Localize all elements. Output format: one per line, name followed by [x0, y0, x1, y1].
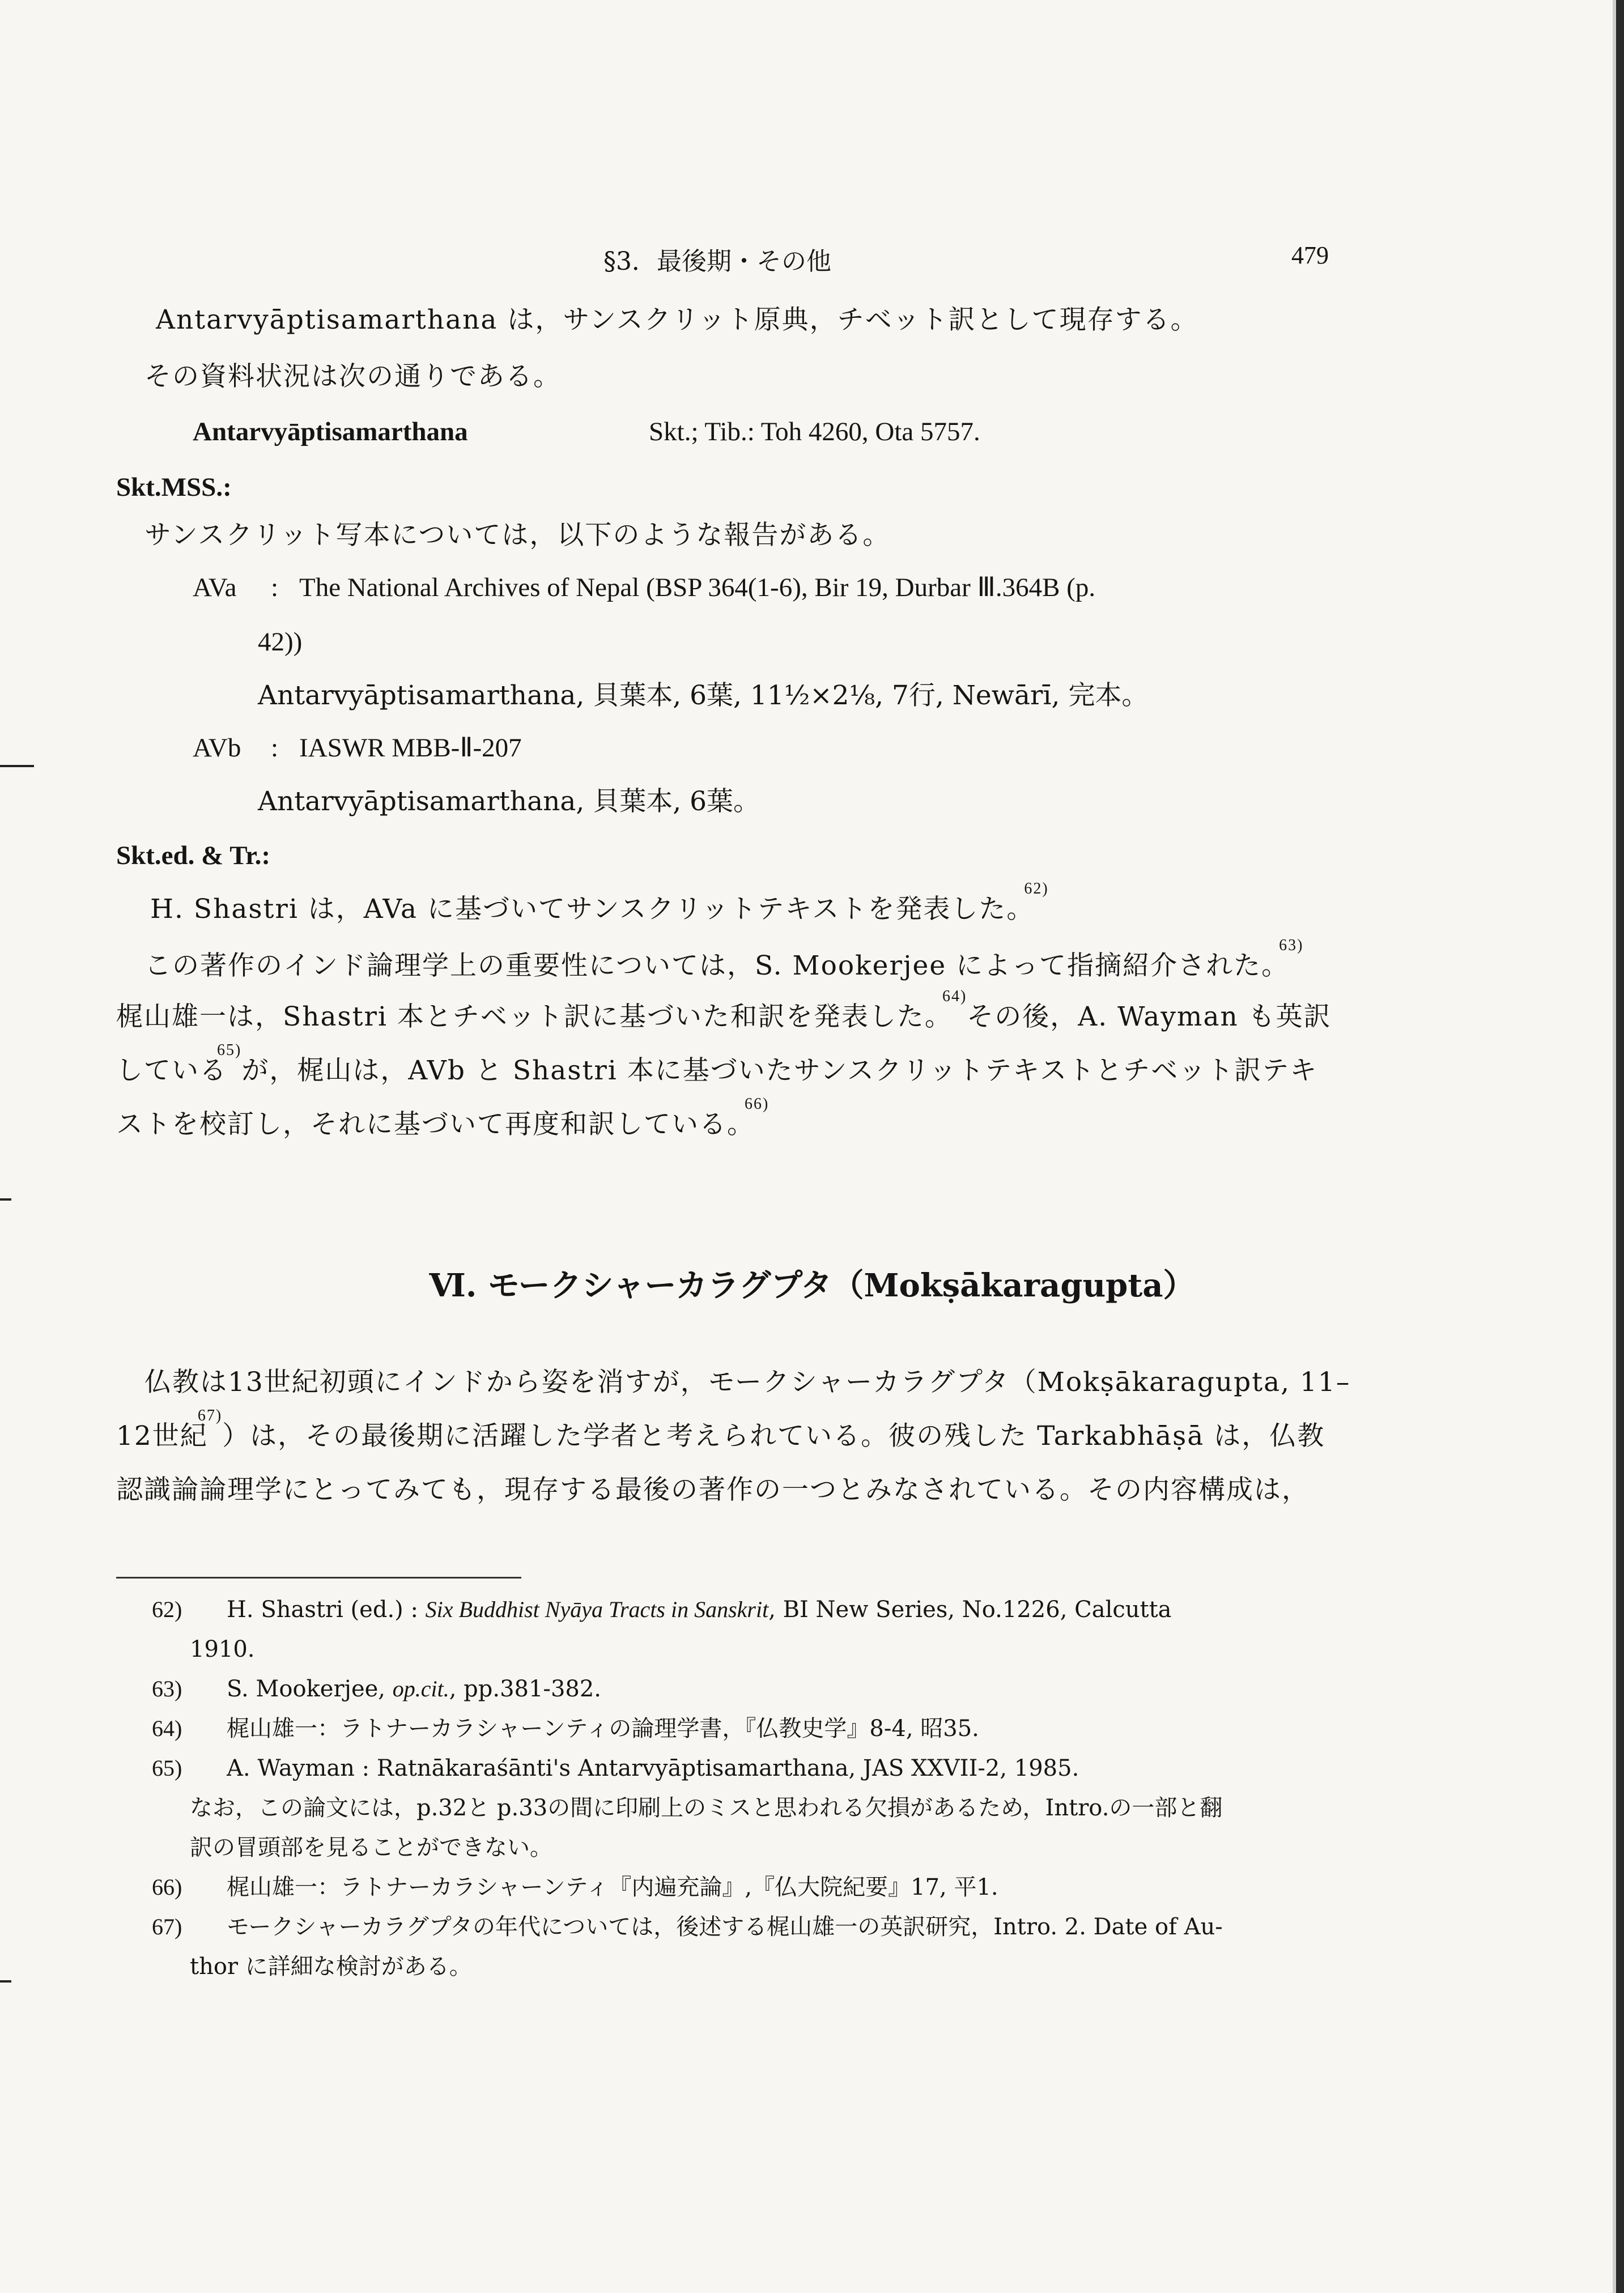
manuscript-source-cont: 42))	[258, 627, 303, 657]
binding-mark	[0, 765, 34, 767]
footnote-ref: 63)	[1279, 937, 1304, 954]
paragraph-line: その資料状況は次の通りである。	[144, 361, 561, 392]
manuscript-source: The National Archives of Nepal (BSP 364(1-6), Bir 19, Durbar Ⅲ.364B (p.	[299, 573, 1096, 602]
paragraph-line: ストを校訂し，それに基づいて再度和訳している。$^{66)}$	[116, 1095, 770, 1140]
manuscript-description: Antarvyāptisamarthana, 貝葉本, 6葉。	[258, 786, 760, 817]
work-title: Antarvyāptisamarthana	[193, 417, 468, 446]
manuscript-colon: :	[271, 733, 279, 763]
paragraph-line: H. Shastri は，AVa に基づいてサンスクリットテキストを発表した。$^{62)}$	[150, 880, 1049, 925]
chapter-heading: Ⅵ. モークシャーカラグプタ（Mokṣākaragupta）	[429, 1267, 1195, 1304]
manuscript-label: AVa	[193, 573, 237, 602]
work-ids: Skt.; Tib.: Toh 4260, Ota 5757.	[649, 417, 980, 446]
paragraph-line: Antarvyāptisamarthana は，サンスクリット原典，チベット訳として現存する。	[156, 304, 1198, 335]
paragraph-line: この著作のインド論理学上の重要性については，S. Mookerjee によって指摘紹介された。$^{63)}$	[144, 937, 1304, 981]
manuscript-label: AVb	[193, 733, 241, 763]
section-header: §3．最後期・その他	[603, 247, 831, 276]
footnote-ref: 64)	[942, 988, 967, 1005]
footnote-ref: 65)	[217, 1041, 242, 1059]
paragraph-line: している$^{65)}$が，梶山は，AVb と Shastri 本に基づいたサンスクリットテキストとチベット訳テキ	[116, 1041, 1318, 1086]
binding-mark	[0, 1198, 11, 1201]
footnote-ref: 66)	[745, 1095, 770, 1113]
subsection-heading: Skt.ed. & Tr.:	[116, 841, 271, 870]
subsection-heading: Skt.MSS.:	[116, 473, 232, 502]
manuscript-source: IASWR MBB-Ⅱ-207	[299, 733, 522, 763]
paragraph-line: 梶山雄一は，Shastri 本とチベット訳に基づいた和訳を発表した。$^{64)}$その後，A. Wayman も英訳	[116, 988, 1332, 1032]
page-edge	[1616, 0, 1624, 2293]
manuscript-description: Antarvyāptisamarthana, 貝葉本, 6葉, 11½×2⅛, 7行, Newārī, 完本。	[258, 680, 1149, 711]
paragraph-line: サンスクリット写本については，以下のような報告がある。	[144, 520, 891, 551]
running-header	[116, 241, 1329, 275]
paragraph-line: 仏教は13世紀初頭にインドから姿を消すが，モークシャーカラグプタ（Mokṣākaragupta, 11–	[144, 1367, 1351, 1398]
paragraph-line: 認識論論理学にとってみても，現存する最後の著作の一つとみなされている。その内容構成は，	[116, 1474, 1310, 1505]
manuscript-colon: :	[271, 573, 279, 602]
binding-mark	[0, 1980, 11, 1983]
footnote-ref: 67)	[197, 1407, 223, 1424]
paragraph-line: 12世紀$^{67)}$）は，その最後期に活躍した学者と考えられている。彼の残した Tarkabhāṣā は，仏教	[116, 1407, 1325, 1452]
footnote-rule	[116, 1577, 521, 1579]
page-number: 479	[1291, 241, 1329, 269]
footnote-ref: 62)	[1024, 880, 1049, 897]
